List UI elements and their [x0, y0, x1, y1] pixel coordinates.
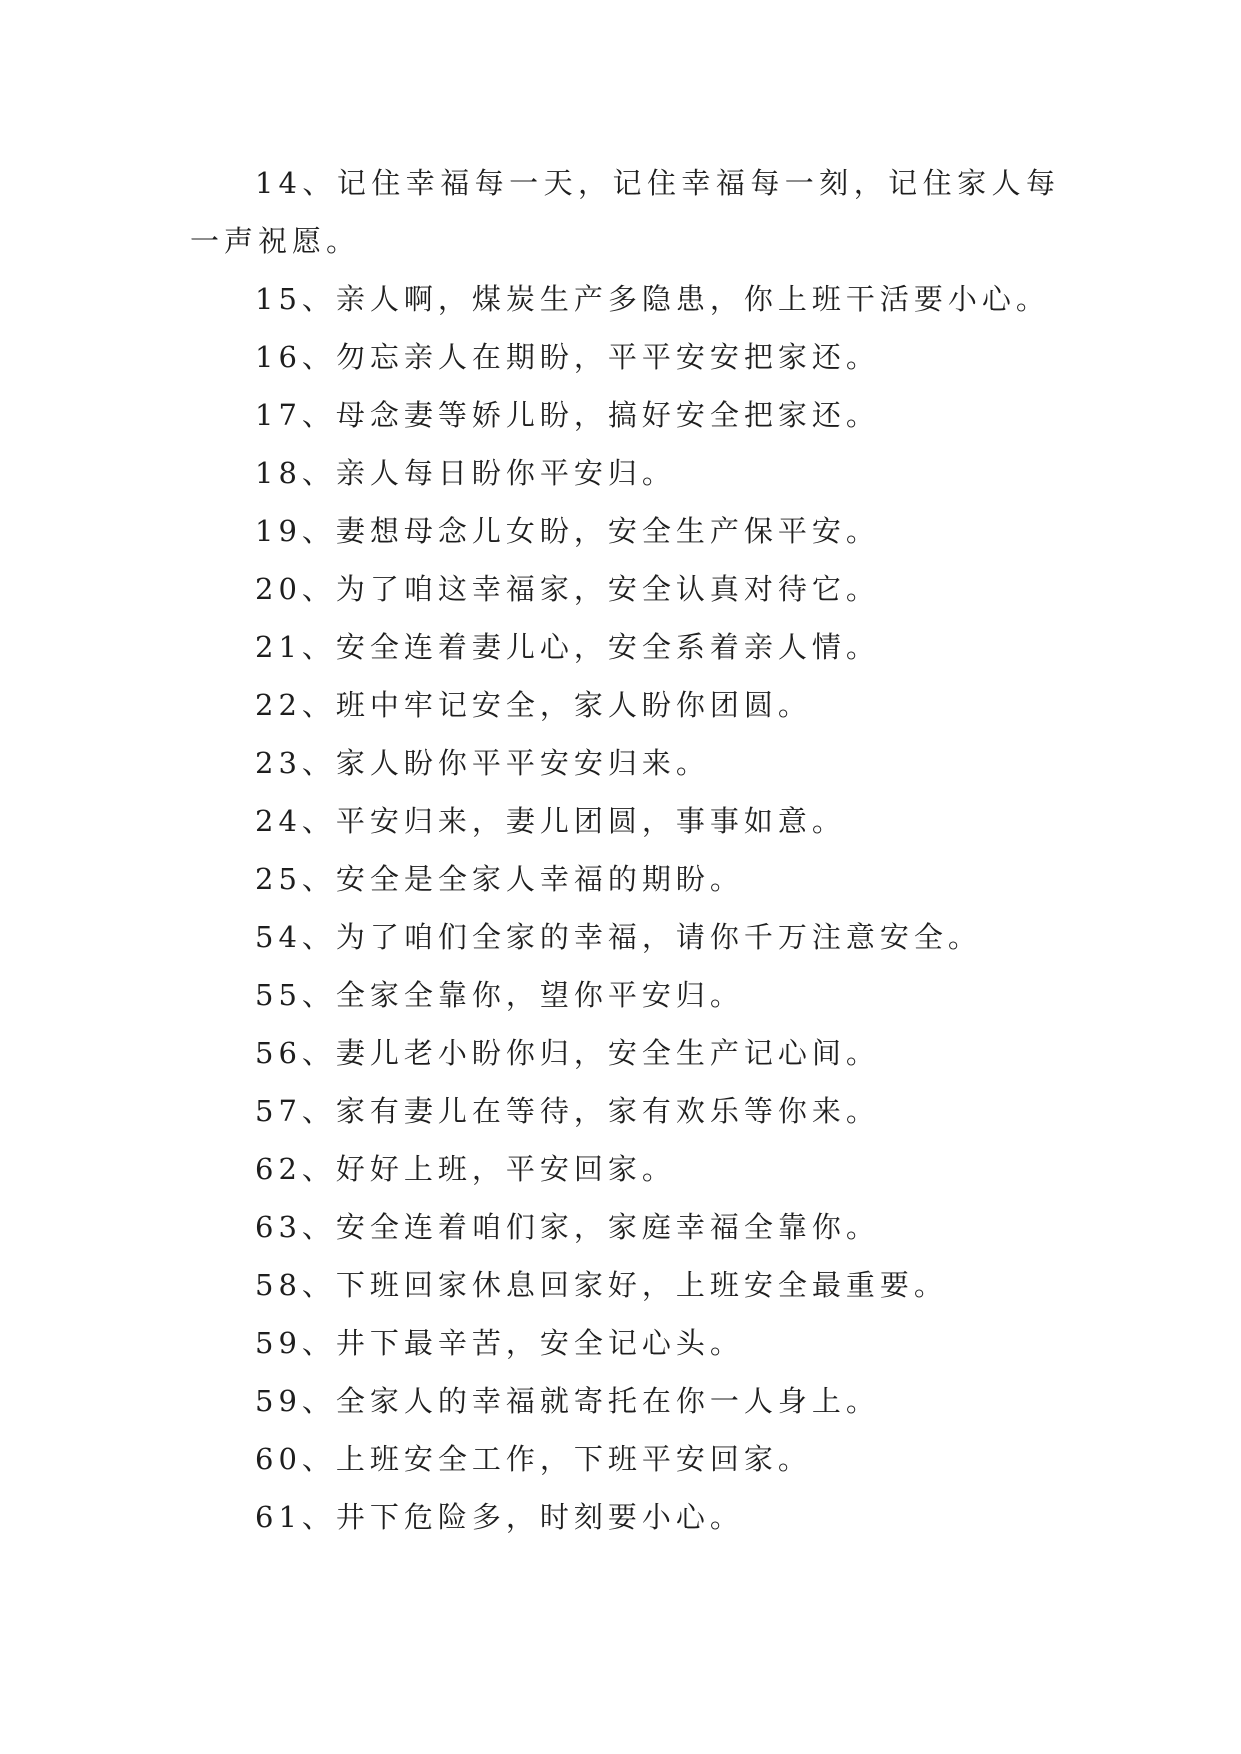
list-item: 55、全家全靠你，望你平安归。: [255, 978, 744, 1012]
list-item: 18、亲人每日盼你平安归。: [255, 456, 676, 490]
list-item: 61、井下危险多，时刻要小心。: [255, 1500, 744, 1534]
list-item: 23、家人盼你平平安安归来。: [255, 746, 710, 780]
slogan-list: [190, 154, 1060, 1546]
list-item: 25、安全是全家人幸福的期盼。: [255, 862, 744, 896]
list-item: 57、家有妻儿在等待，家有欢乐等你来。: [255, 1094, 880, 1128]
list-item: 54、为了咱们全家的幸福，请你千万注意安全。: [255, 920, 982, 954]
list-item: 59、井下最辛苦，安全记心头。: [255, 1326, 744, 1360]
list-item: 62、好好上班，平安回家。: [255, 1152, 676, 1186]
list-item: 60、上班安全工作，下班平安回家。: [255, 1442, 812, 1476]
list-item: 15、亲人啊，煤炭生产多隐患，你上班干活要小心。: [255, 282, 1050, 316]
list-item: 22、班中牢记安全，家人盼你团圆。: [255, 688, 812, 722]
list-item: 17、母念妻等娇儿盼，搞好安全把家还。: [255, 398, 880, 432]
list-item: 59、全家人的幸福就寄托在你一人身上。: [255, 1384, 880, 1418]
list-item: 14、记住幸福每一天，记住幸福每一刻，记住家人每一声祝愿。: [190, 166, 1060, 258]
list-item: 20、为了咱这幸福家，安全认真对待它。: [255, 572, 880, 606]
list-item: 63、安全连着咱们家，家庭幸福全靠你。: [255, 1210, 880, 1244]
list-item: 56、妻儿老小盼你归，安全生产记心间。: [255, 1036, 880, 1070]
list-item: 19、妻想母念儿女盼，安全生产保平安。: [255, 514, 880, 548]
list-item: 58、下班回家休息回家好，上班安全最重要。: [255, 1268, 948, 1302]
list-item: 24、平安归来，妻儿团圆，事事如意。: [255, 804, 846, 838]
list-item: 21、安全连着妻儿心，安全系着亲人情。: [255, 630, 880, 664]
list-item: 16、勿忘亲人在期盼，平平安安把家还。: [255, 340, 880, 374]
